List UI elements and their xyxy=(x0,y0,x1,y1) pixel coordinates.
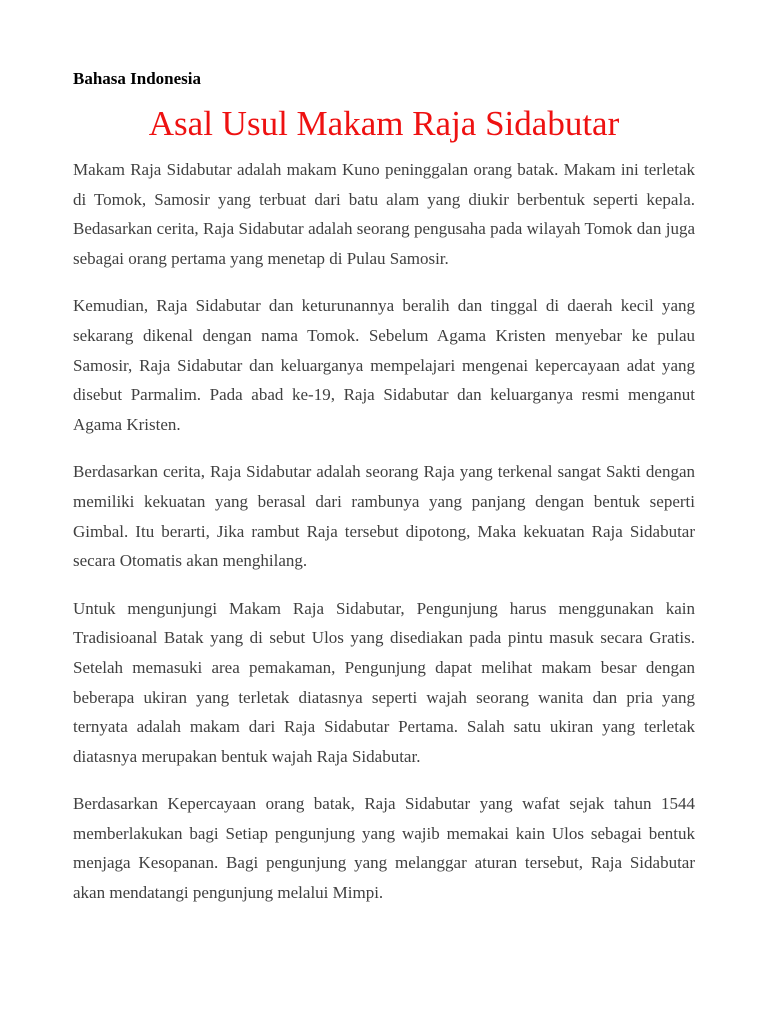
subject-label: Bahasa Indonesia xyxy=(73,69,202,88)
document-title: Asal Usul Makam Raja Sidabutar xyxy=(148,104,620,143)
paragraph-2: Kemudian, Raja Sidabutar dan keturunannya beralih dan tinggal di daerah kecil yang sekarang dikenal dengan nama Tomok. Sebelum Agama Kristen menyebar ke pulau Samosir, Raja Sidabutar dan keluarganya mempelajari mengenai kepercayaan adat yang disebut Parmalim. Pada abad ke-19, Raja Sidabutar dan keluarganya resmi menganut Agama Kristen. xyxy=(73,296,695,434)
paragraph-4: Untuk mengunjungi Makam Raja Sidabutar, Pengunjung harus menggunakan kain Tradisioanal Batak yang di sebut Ulos yang disediakan pada pintu masuk secara Gratis. Setelah memasuki area pemakaman, Pengunjung dapat melihat makam besar dengan beberapa ukiran yang terletak diatasnya seperti wajah seorang wanita dan pria yang ternyata adalah makam dari Raja Sidabutar Pertama. Salah satu ukiran yang terletak diatasnya merupakan bentuk wajah Raja Sidabutar. xyxy=(73,598,695,766)
paragraph-1: Makam Raja Sidabutar adalah makam Kuno peninggalan orang batak. Makam ini terletak di Tomok, Samosir yang terbuat dari batu alam yang diukir berbentuk seperti kepala. Bedasarkan cerita, Raja Sidabutar adalah seorang pengusaha pada wilayah Tomok dan juga sebagai orang pertama yang menetap di Pulau Samosir. xyxy=(73,160,695,268)
paragraph-3: Berdasarkan cerita, Raja Sidabutar adalah seorang Raja yang terkenal sangat Sakti dengan memiliki kekuatan yang berasal dari rambunya yang panjang dengan bentuk seperti Gimbal. Itu berarti, Jika rambut Raja tersebut dipotong, Maka kekuatan Raja Sidabutar secara Otomatis akan menghilang. xyxy=(73,462,695,571)
paragraph-5: Berdasarkan Kepercayaan orang batak, Raja Sidabutar yang wafat sejak tahun 1544 memberlakukan bagi Setiap pengunjung yang wajib memakai kain Ulos sebagai bentuk menjaga Kesopanan. Bagi pengunjung yang melanggar aturan tersebut, Raja Sidabutar akan mendatangi pengunjung melalui Mimpi. xyxy=(73,794,695,903)
document-body xyxy=(73,155,695,926)
